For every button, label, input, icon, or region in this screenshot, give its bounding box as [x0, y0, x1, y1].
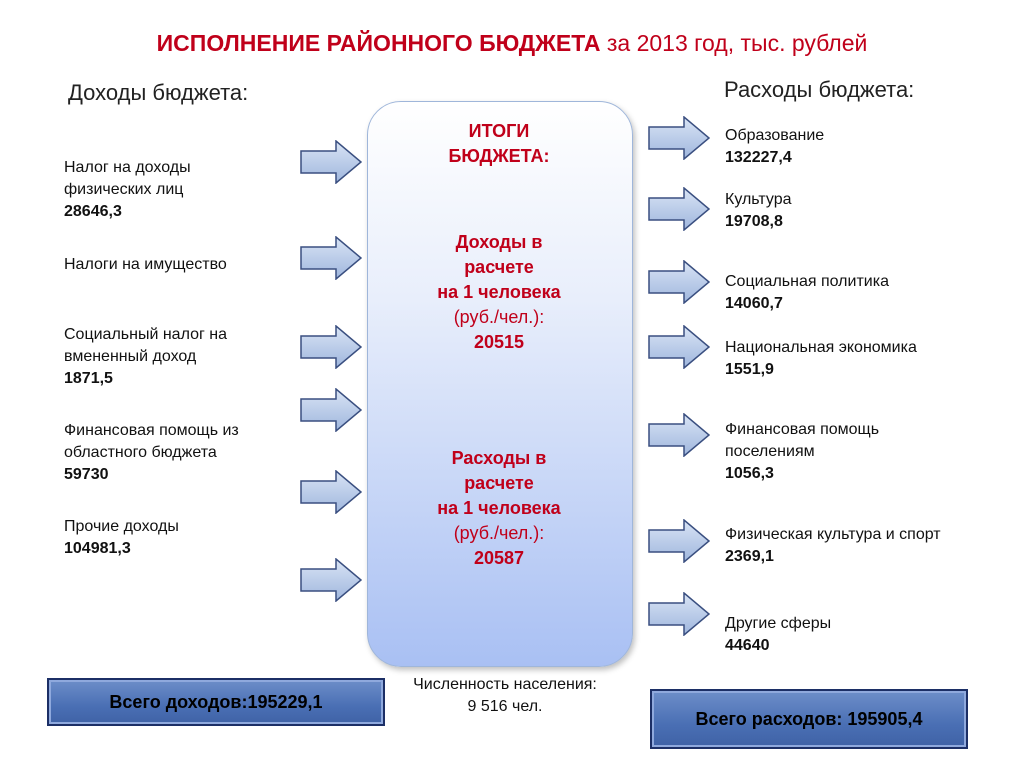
arrow-right-icon [648, 325, 710, 369]
income-item [64, 516, 284, 560]
arrow-right-icon [648, 592, 710, 636]
income-per-capita-line2: расчете [464, 257, 534, 277]
arrow-right-icon [648, 116, 710, 160]
expense-per-capita-line2: расчете [464, 473, 534, 493]
expense-item [725, 419, 935, 485]
expense-item-value: 132227,4 [725, 149, 792, 166]
arrow-right-icon [300, 388, 362, 432]
arrow-right-icon [648, 187, 710, 231]
expense-item [725, 524, 955, 568]
population-label: Численность населения: [413, 676, 597, 693]
summary-heading-line2: БЮДЖЕТА: [448, 146, 550, 166]
expense-item-label: Финансовая помощь поселениям [725, 421, 880, 460]
title-sub: за 2013 год, тыс. рублей [600, 30, 868, 56]
expense-item [725, 613, 985, 657]
title-main: ИСПОЛНЕНИЕ РАЙОННОГО БЮДЖЕТА [156, 30, 601, 56]
expense-total-box [650, 689, 968, 749]
arrow-right-icon [300, 470, 362, 514]
income-per-capita-unit: (руб./чел.): [453, 307, 545, 327]
arrow-right-icon [300, 558, 362, 602]
income-total: Всего доходов:195229,1 [109, 692, 323, 712]
expense-item-value: 2369,1 [725, 548, 774, 565]
income-item-label: Финансовая помощь из областного бюджета [64, 422, 239, 461]
income-item-value: 28646,3 [64, 203, 122, 220]
expense-item-value: 1551,9 [725, 361, 774, 378]
population-value: 9 516 чел. [467, 698, 543, 715]
summary-heading-line1: ИТОГИ [468, 121, 530, 141]
expense-total: Всего расходов: 195905,4 [695, 709, 923, 729]
summary-heading [367, 119, 631, 169]
income-item [64, 420, 294, 486]
expense-per-capita-line3: на 1 человека [437, 498, 561, 518]
expense-item-label: Физическая культура и спорт [725, 526, 941, 543]
expense-per-capita-unit: (руб./чел.): [453, 523, 545, 543]
income-item-label: Налоги на имущество [64, 256, 227, 273]
income-item [64, 254, 294, 276]
expense-item-value: 44640 [725, 637, 770, 654]
income-item-value: 104981,3 [64, 540, 131, 557]
arrow-right-icon [300, 236, 362, 280]
expense-item-label: Другие сферы [725, 615, 832, 632]
arrow-right-icon [300, 325, 362, 369]
population-note [380, 674, 630, 718]
income-per-capita-line1: Доходы в [455, 232, 543, 252]
income-item-label: Прочие доходы [64, 518, 179, 535]
arrow-right-icon [648, 260, 710, 304]
expense-per-capita-line1: Расходы в [451, 448, 547, 468]
income-per-capita [367, 230, 631, 355]
income-item-value: 1871,5 [64, 370, 113, 387]
expense-item-label: Социальная политика [725, 273, 889, 290]
expense-item [725, 189, 985, 233]
expense-heading: Расходы бюджета: [724, 77, 915, 102]
page-title [0, 30, 1024, 57]
income-per-capita-line3: на 1 человека [437, 282, 561, 302]
expense-item [725, 337, 985, 381]
expense-item-value: 19708,8 [725, 213, 783, 230]
income-item [64, 324, 284, 390]
arrow-right-icon [648, 519, 710, 563]
income-per-capita-value: 20515 [473, 332, 525, 352]
arrow-right-icon [648, 413, 710, 457]
expense-item [725, 271, 985, 315]
expense-per-capita-value: 20587 [473, 548, 525, 568]
expense-item-label: Национальная экономика [725, 339, 917, 356]
income-heading: Доходы бюджета: [68, 80, 249, 105]
income-item-value: 59730 [64, 466, 109, 483]
income-item [64, 157, 264, 223]
expense-per-capita [367, 446, 631, 571]
expense-item-value: 1056,3 [725, 465, 774, 482]
income-item-label: Социальный налог на вмененный доход [64, 326, 228, 365]
budget-summary-box [367, 101, 633, 667]
income-total-box [47, 678, 385, 726]
expense-item-value: 14060,7 [725, 295, 783, 312]
expense-item-label: Культура [725, 191, 792, 208]
expense-item-label: Образование [725, 127, 825, 144]
arrow-right-icon [300, 140, 362, 184]
income-item-label: Налог на доходы физических лиц [64, 159, 191, 198]
expense-item [725, 125, 985, 169]
